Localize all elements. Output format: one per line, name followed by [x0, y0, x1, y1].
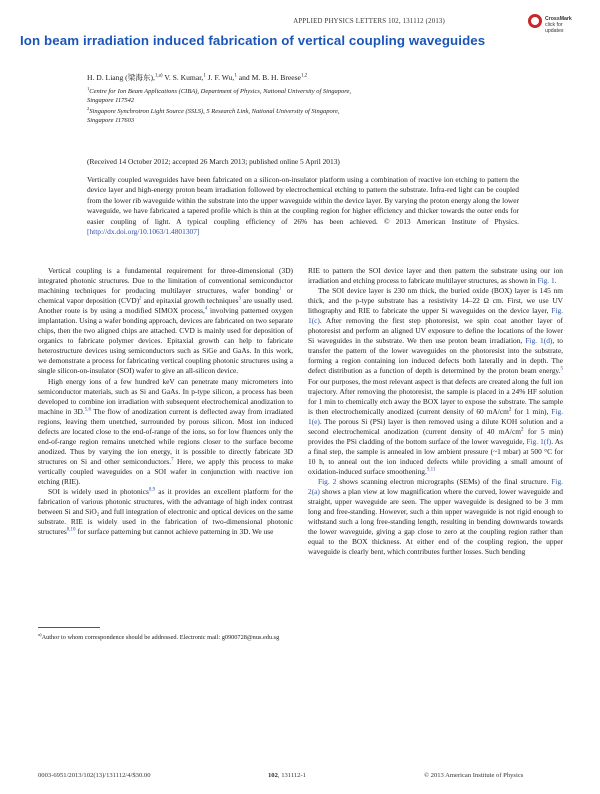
- author-affiliation-mark: 1: [234, 73, 237, 79]
- citation-link[interactable]: 3: [238, 296, 241, 302]
- citation-link[interactable]: 5,6: [84, 407, 91, 413]
- body-text: The SOI device layer is 230 nm thick, the buried oxide (BOX) layer is 145 nm thick, and the p-type substrate has a resistivity 14–22 Ω cm. First, we use UV lithography and RIE to fabricate the upper Si waveguides on the device layer,: [308, 286, 563, 316]
- crossmark-badge[interactable]: [528, 12, 580, 32]
- author-affiliation-mark: 1,2: [300, 73, 308, 79]
- author-name: J. F. Wu,: [205, 73, 235, 82]
- affiliation-line: Singapore 117542: [87, 97, 135, 105]
- footer-copyright: © 2013 American Institute of Physics: [424, 772, 524, 779]
- footnote: [38, 631, 293, 643]
- left-column: [38, 266, 293, 537]
- body-text: for surface patterning but cannot achieve patterning in 3D. We use: [75, 527, 274, 537]
- doi-link[interactable]: [http://dx.doi.org/10.1063/1.4801307]: [87, 227, 200, 237]
- body-text: Here, we apply this process to make vertically coupled waveguides on a SOI wafer in conjunction with reactive ion etching (RIE).: [38, 456, 293, 486]
- body-paragraph: [308, 286, 563, 477]
- unit-exponent: 2: [521, 427, 524, 433]
- crossmark-label: [545, 16, 580, 34]
- journal-header: APPLIED PHYSICS LETTERS 102, 131112 (2013): [293, 18, 445, 25]
- affiliation-line: Singapore 117603: [87, 117, 135, 125]
- author-affiliation-mark: 1: [203, 73, 206, 79]
- figure-link[interactable]: Fig. 2: [318, 476, 337, 486]
- body-text: .: [554, 276, 557, 286]
- footer-issn: 0003-6951/2013/102(13)/131112/4/$30.00: [38, 772, 151, 779]
- body-text: are usually used. Another route is by using a modified SIMOX process,: [38, 296, 293, 316]
- body-text: . The porous Si (PSi) layer is then removed using a dilute KOH solution and a second electrochemical anodization (current density of 40 mA/cm: [308, 416, 563, 436]
- body-text: or chemical vapor deposition (CVD): [38, 286, 293, 306]
- crossmark-subtitle: click for updates: [545, 22, 564, 34]
- article-title: Ion beam irradiation induced fabrication of vertical coupling waveguides: [20, 33, 486, 48]
- affiliation-number: 2: [87, 106, 90, 111]
- citation-link[interactable]: 8,9: [148, 487, 156, 493]
- abstract-text: Vertically coupled waveguides have been fabricated on a silicon-on-insulator platform using a combination of reactive ion etching to pattern the device layer and high-energy proton beam irradiation followed by electrochemical etching to pattern the substrate. Infra-red light can be coupled from the lower rib waveguide within the substrate into the upper waveguide within the device layer. By varying the proton energy along the lower waveguide, we have fabricated a tapered profile which is thin at the coupling region for higher efficiency and thicker towards the outer ends for easier coupling of light. A typical coupling efficiency of 26% has been achieved. © 2013 American Institute of Physics.: [87, 175, 519, 226]
- body-text: involving patterned oxygen implantation. Using a wafer bonding approach, devices are fabricated on two separate chips, then the two aligned chips are attached. CVD is mainly used for deposition of organics to fabricate polymer devices. Epitaxial growth can help to fabricate heterostructure devices using semiconductors such as SiGe and GaAs. In this work, we demonstrate a process for fabricating vertical coupling photonic structures using a single silicon-on-insulator (SOI) wafer to give an all-silicon device.: [38, 306, 293, 376]
- figure-link[interactable]: Fig. 1(f): [526, 436, 552, 446]
- unit-exponent: 2: [508, 407, 512, 413]
- footnote-divider: [38, 627, 100, 628]
- body-text: shows a plan view at low magnification where the curved, lower waveguide and straight, upper waveguide are seen. The upper waveguide is designed to be 3 mm long and free-standing. However, such a thin upper waveguide is not rigid enough to withstand such a long free-standing length, resulting in bending downwards towards the lower waveguide, giving a gap close to zero at the coupling region rather than equal to the BOX thickness. At either end of the coupling region, the upper waveguide is clearly bent, which contributes further losses. Such bending: [308, 487, 563, 557]
- author-list: [87, 72, 307, 83]
- author-name: and M. B. H. Breese: [236, 73, 301, 82]
- citation-link[interactable]: 1: [278, 286, 282, 292]
- body-text: , to transfer the pattern of the lower waveguides on the photoresist into the substrate, forming a region containing ion induced defects both laterally and in depth. The defect distribution as a function of depth is determined by the proton beam energy.: [308, 336, 564, 376]
- figure-link[interactable]: Fig. 1(e): [308, 406, 563, 426]
- body-text: For our purposes, the most relevant aspect is that defects are created along the full ion trajectory. After removing the photoresist, the sample is placed in a 24% HF solution for 1 min to chemically etch away the BOX layer to expose the substrate. The sample is then electrochemically anodized (current density of 60 mA/cm: [308, 376, 563, 416]
- figure-link[interactable]: Fig. 1(d): [525, 336, 553, 346]
- body-text: and epitaxial growth techniques: [141, 296, 239, 306]
- footer-volume: 102: [268, 772, 278, 779]
- body-text: Vertical coupling is a fundamental requirement for three-dimensional (3D) integrated photonic structures. Due to the limitation of conventional semiconductor machining techniques for producing multilayer structures, wafer bonding: [38, 266, 293, 296]
- citation-link[interactable]: 5: [560, 367, 563, 372]
- crossmark-title: CrossMark: [545, 16, 572, 22]
- body-text: SOI is widely used in photonics: [48, 487, 149, 497]
- figure-link[interactable]: Fig. 1: [537, 276, 555, 286]
- right-column: [308, 266, 563, 557]
- affiliation-line: Centre for Ion Beam Applications (CIBA), Department of Physics, National University of Singapore,: [89, 88, 352, 96]
- crossmark-icon: [528, 14, 542, 28]
- body-text: High energy ions of a few hundred keV can penetrate many micrometers into semiconductor materials, such as Si and GaAs. In p-type silicon, a process has been developed to combine ion irradiation with subsequent electrochemical anodization to machine in 3D.: [38, 376, 293, 416]
- citation-link[interactable]: 8,10: [66, 527, 76, 533]
- body-paragraph: [38, 266, 293, 377]
- footnote-text: Author to whom correspondence should be addressed. Electronic mail: g0900728@nus.edu.sg: [41, 634, 280, 642]
- abstract: [87, 175, 519, 237]
- body-text: for 5 min) provides the PSi cladding of the bottom surface of the lower waveguide,: [308, 426, 563, 446]
- body-paragraph: [38, 377, 293, 488]
- author-name: V. S. Kumar,: [162, 73, 204, 82]
- body-text: RIE to pattern the SOI device layer and then pattern the substrate using our ion irradiation and etching process to fabricate multilayer structures, as shown in: [308, 266, 563, 286]
- affiliation-number: 1: [87, 86, 90, 91]
- body-text: The flow of anodization current is deflected away from irradiated regions, leaving them unetched, surrounded by porous silicon. Most ion induced defects are located close to the end-of-range of the ions, so for low fluences only the end-of-range region remains unetched while regions closer to the surface become anodized. Thus by varying the ion energy, it is possible to directly fabricate 3D structures on Si and other semiconductors.: [38, 406, 293, 466]
- body-text: . After removing the first step photoresist, we spin coat another layer of photoresist and perform an aligned UV exposure to define the locations of the lower Si waveguides in the substrate. We then use proton beam irradiation,: [308, 316, 563, 346]
- citation-link[interactable]: 9,11: [426, 467, 436, 473]
- figure-link[interactable]: Fig. 1(c): [308, 306, 563, 326]
- citation-link[interactable]: 4: [204, 306, 208, 312]
- body-paragraph: [308, 266, 563, 286]
- body-paragraph: [308, 477, 563, 557]
- citation-link[interactable]: 7: [171, 457, 174, 463]
- footer-page: [268, 772, 306, 779]
- body-text: for 1 min),: [511, 406, 552, 416]
- affiliation-line: Singapore Synchrotron Light Source (SSLS), 5 Research Link, National University of Singapore,: [89, 108, 340, 116]
- affiliation-1: [87, 84, 351, 105]
- footnote-mark: a): [38, 632, 42, 637]
- received-dates: (Received 14 October 2012; accepted 26 March 2013; published online 5 April 2013): [87, 157, 340, 166]
- citation-link[interactable]: 2: [139, 296, 142, 302]
- author-name: H. D. Liang (梁海东),: [87, 73, 155, 82]
- body-text: . As a final step, the sample is annealed in low ambient pressure (~1 mbar) at 500 °C for 10 h, to anneal out the ion induced defects while providing a small amount of oxidation-induced surface smoothening.: [308, 436, 563, 476]
- body-paragraph: [38, 487, 293, 537]
- footer-page-number: , 131112-1: [277, 772, 306, 779]
- body-text: as it provides an excellent platform for the fabrication of various photonic structures, with the advantage of high index contrast between Si and SiO₂ and full integration of electronic and optical devices on the same substrate. RIE is widely used in the fabrication of two-dimensional photonic structures: [38, 487, 293, 537]
- author-affiliation-mark: 1,a): [154, 73, 163, 79]
- figure-link[interactable]: Fig. 2(a): [308, 476, 563, 497]
- affiliation-2: [87, 104, 340, 125]
- body-text: shows scanning electron micrographs (SEMs) of the final structure.: [336, 476, 552, 486]
